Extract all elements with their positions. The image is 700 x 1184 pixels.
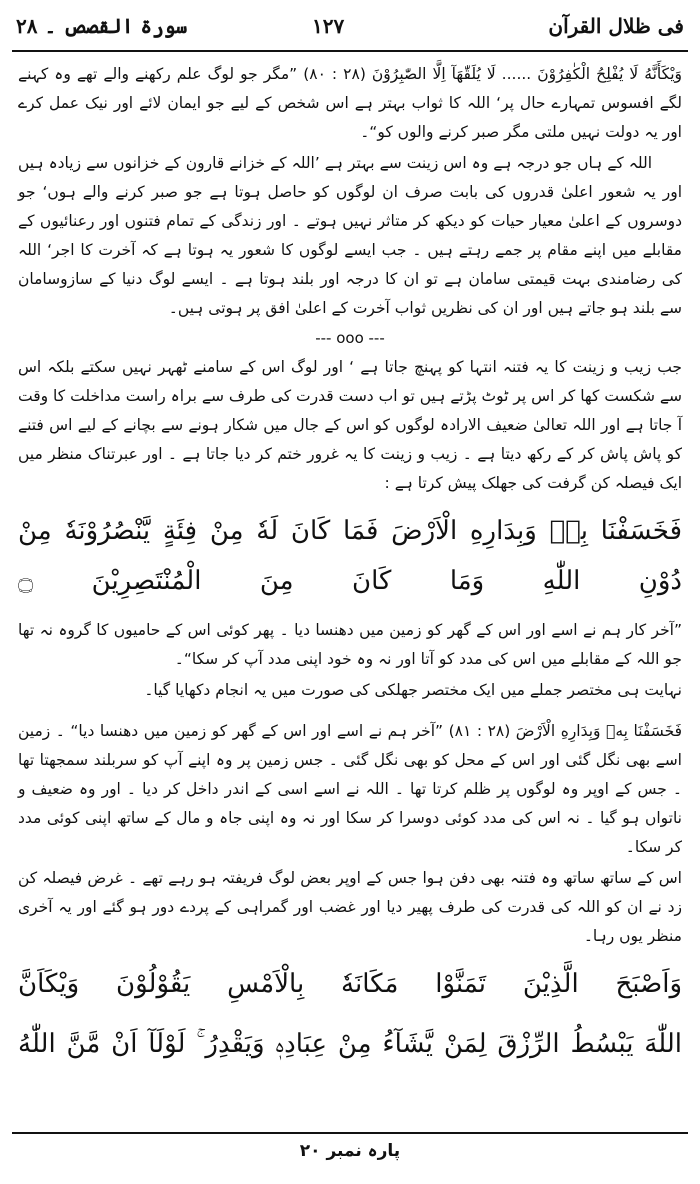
book-page	[12, 6, 688, 1178]
para-label: پارہ نمبر ۲۰	[299, 1141, 401, 1161]
quran-verse-3: اللّٰهَ يَبْسُطُ الرِّزْقَ لِمَنْ يَّشَآءُ مِنْ عِبَادِهٖ وَيَقْدِرُ ۚ لَوْلَآ اَنْ مَّنَّ اللّٰهُ	[18, 1029, 682, 1059]
paragraph-7: اس کے ساتھ ساتھ وہ فتنہ بھی دفن ہوا جس کے اوپر بعض لوگ فریفتہ ہو رہے تھے ۔ غرض فیصلہ کن زد نے ان کو اللہ کی قدرت کی طرف پھیر دیا اور غضب اور گمراہی کے پردے دور ہو گئے اور یہ آخری منظر یوں رہا۔	[18, 869, 682, 945]
paragraph-2: اللہ کے ہاں جو درجہ ہے وہ اس زینت سے بہتر ہے ’اللہ کے خزانے قارون کے خزانوں سے زیادہ ہیں اور یہ شعور اعلیٰ قدروں کی بابت صرف ان لوگوں کو حاصل ہوتا ہے جو صبر کرنے والے ہوں‘ جو دوسروں کے اعلیٰ معیار حیات کو دیکھ کر متاثر نہیں ہوتے ۔ اور زندگی کے تمام فتنوں اور رعنائیوں کے مقابلے میں اپنے مقام پر جمے رہتے ہیں ۔ جب ایسے لوگوں کا شعور یہ ہوتا ہے کہ آخرت کا اجر‘ اللہ کی رضامندی بہت قیمتی سامان ہے تو ان کا درجہ اور بلند ہوتا ہے ۔ ایسے لوگ دنیا کے سازوسامان سے بلند ہو جاتے ہیں اور ان کی نظریں ثواب آخرت کے اعلیٰ افق پر ہوتی ہیں۔	[18, 154, 682, 317]
book-title: فی ظلال القرآن	[548, 14, 684, 38]
page-number: ۱۲۷	[312, 14, 345, 38]
quran-verse-1: فَخَسَفْنَا بِهٖ وَبِدَارِهِ الْاَرْضَ فَمَا كَانَ لَهٗ مِنْ فِئَةٍ يَّنْصُرُوْنَهٗ مِنْ دُوْنِ اللّٰهِ وَمَا كَانَ مِنَ الْمُنْتَصِرِيْنَ ۝	[18, 516, 682, 596]
paragraph-4-translation: ”آخر کار ہم نے اسے اور اس کے گھر کو زمین میں دھنسا دیا ۔ پھر کوئی اس کے حامیوں کا گروہ نہ تھا جو اللہ کے مقابلے میں اس کی مدد کو آتا اور نہ وہ خود اپنی مدد آپ کر سکا“۔	[18, 621, 682, 668]
section-separator: --- ooo ---	[315, 329, 385, 347]
paragraph-3: جب زیب و زینت کا یہ فتنہ انتہا کو پہنچ جاتا ہے ‘ اور لوگ اس کے سامنے ٹھہر نہیں سکتے بلکہ اس سے شکست کھا کر اس پر ٹوٹ پڑتے ہیں تو اب دست قدرت کی طرف سے براہ راست مداخلت کا وقت آ جاتا ہے اور اللہ تعالیٰ ضعیف الارادہ لوگوں کو اس کے جال میں شکار ہونے سے بچانے کے لیے اس فتنے کو پاش پاش کر کے رکھ دیتا ہے ۔ زیب و زینت کا یہ غرور ختم کر دیا جاتا ہے ۔ اور عبرتناک منظر میں ایک فیصلہ کن گرفت کی جھلک پیش کرتا ہے :	[18, 358, 682, 492]
footer-rule	[12, 1132, 688, 1134]
surah-label: سورۃ القصص ۔ ۲۸	[16, 14, 188, 38]
page-header	[12, 6, 688, 46]
paragraph-6: فَخَسَفْنَا بِهٖ وَبِدَارِهِ الْاَرْضَ (۲۸ : ۸۱) ”آخر ہم نے اسے اور اس کے گھر کو زمین میں دھنسا دیا“ ۔ زمین اسے بھی نگل گئی اور اس کے محل کو بھی نگل گئی ۔ جس زمین پر وہ اپنے آپ کو سربلند سمجھتا تھا ۔ جس کے اوپر وہ لوگوں پر ظلم کرتا تھا ۔ اللہ نے اسے اسی کے اندر داخل کر دیا ۔ اور وہ ضعیف و ناتواں ہو گیا ۔ نہ اس کی مدد کوئی دوسرا کر سکا اور نہ وہ اپنی جاہ و مال کے ساتھ اپنی کوئی مدد کر سکا۔	[18, 722, 683, 856]
spacer	[18, 707, 682, 717]
quran-verse-2: وَاَصْبَحَ الَّذِيْنَ تَمَنَّوْا مَكَانَهٗ بِالْاَمْسِ يَقُوْلُوْنَ وَيْكَاَنَّ	[18, 969, 682, 999]
header-rule	[12, 50, 688, 52]
page-body	[18, 60, 682, 1126]
paragraph-1: وَيْكَأَنَّهُ لَا يُفْلِحُ الْكٰفِرُوْنَ ...... لَا يُلَقّٰهَآ اِلَّا الصّٰبِرُوْنَ (۲۸ : ۸۰) ”مگر جو لوگ علم رکھنے والے تھے وہ کہنے لگے افسوس تمہارے حال پر‘ اللہ کا ثواب بہتر ہے اس شخص کے لیے جو ایمان لائے اور نیک عمل کرے اور یہ دولت نہیں ملتی مگر صبر کرنے والوں کو“۔	[18, 65, 682, 141]
paragraph-5: نہایت ہی مختصر جملے میں ایک مختصر جھلکی کی صورت میں یہ انجام دکھایا گیا۔	[144, 681, 682, 699]
